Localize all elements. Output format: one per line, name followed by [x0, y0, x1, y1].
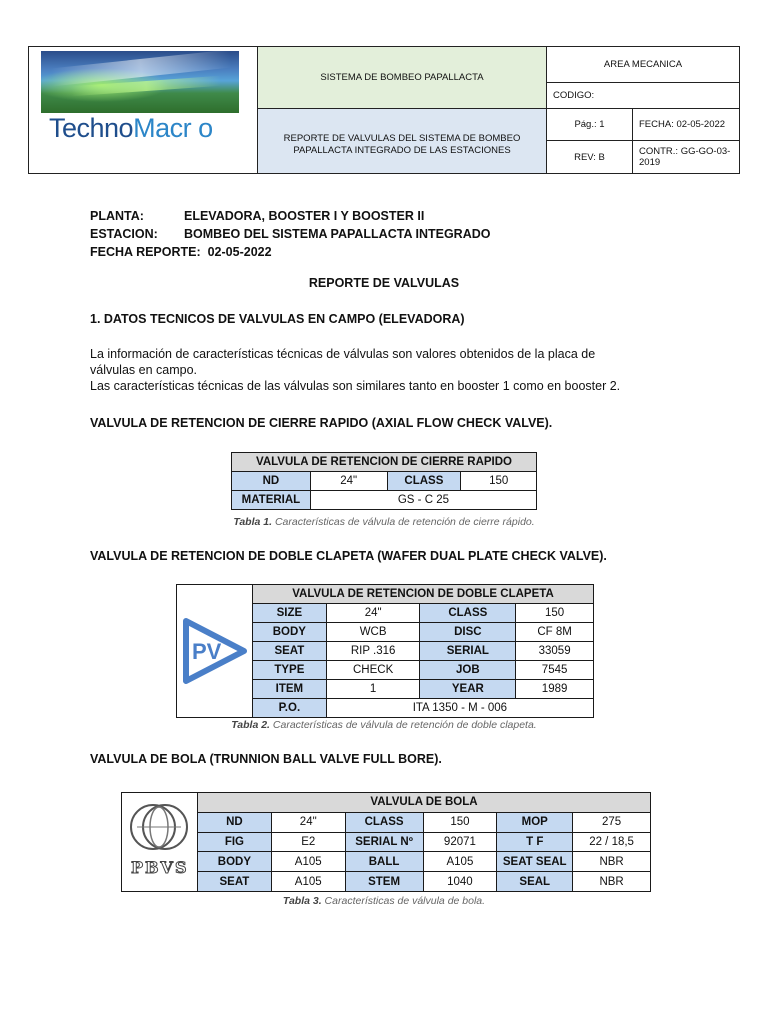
table-value: CF 8M [516, 623, 594, 642]
table-label: JOB [420, 661, 516, 680]
table-value: 1040 [423, 872, 497, 892]
table-value: 24" [310, 472, 387, 491]
report-meta [90, 207, 490, 261]
valve1-table [231, 452, 537, 510]
planta-value: ELEVADORA, BOOSTER I Y BOOSTER II [184, 209, 425, 223]
table-label: ND [197, 812, 271, 832]
table-value: 7545 [516, 661, 594, 680]
table-value: NBR [573, 872, 651, 892]
table-value: WCB [326, 623, 420, 642]
valve3-table [121, 792, 651, 892]
report-name: REPORTE DE VALVULAS DEL SISTEMA DE BOMBEO PAPALLACTA INTEGRADO DE LAS ESTACIONES [258, 109, 547, 173]
table-title: VALVULA DE BOLA [197, 793, 650, 813]
table-label: BODY [252, 623, 326, 642]
header-date: FECHA: 02-05-2022 [633, 109, 739, 141]
table-label: SEAL [497, 872, 573, 892]
table-label: SERIAL [420, 642, 516, 661]
table-value: 1989 [516, 680, 594, 699]
table-label: SEAT [252, 642, 326, 661]
table-label: CLASS [420, 604, 516, 623]
pbvs-logo-icon [123, 793, 195, 885]
table3-caption: Tabla 3. Características de válvula de bola. [282, 895, 486, 907]
fecha-value: 02-05-2022 [207, 245, 272, 259]
pv-logo-icon [178, 593, 250, 703]
valve2-table [176, 584, 594, 718]
valve3-heading: VALVULA DE BOLA (TRUNNION BALL VALVE FULL BORE). [90, 752, 442, 766]
system-name: SISTEMA DE BOMBEO PAPALLACTA [258, 47, 547, 109]
table-label: DISC [420, 623, 516, 642]
technomacro-logo: TechnoMacr o [49, 113, 213, 143]
table-value: 22 / 18,5 [573, 832, 651, 852]
pv-logo-cell [177, 585, 253, 718]
table-label: SIZE [252, 604, 326, 623]
estacion-label: ESTACION: [90, 227, 158, 241]
table-value: CHECK [326, 661, 420, 680]
table-value: RIP .316 [326, 642, 420, 661]
table-label: SEAT [197, 872, 271, 892]
table-label: BALL [345, 852, 423, 872]
table-label: SEAT SEAL [497, 852, 573, 872]
table-title: VALVULA DE RETENCION DE DOBLE CLAPETA [252, 585, 593, 604]
document-title: REPORTE DE VALVULAS [308, 276, 460, 290]
table-value: 1 [326, 680, 420, 699]
table-value: 33059 [516, 642, 594, 661]
logo-cell [29, 47, 258, 173]
svg-text:PBVS: PBVS [131, 858, 190, 877]
table-value: 150 [461, 472, 537, 491]
table-label: CLASS [387, 472, 461, 491]
intro-paragraph: La información de características técnicas de válvulas son valores obtenidos de la placa de válvulas en campo. Las características técnicas de las válvulas son similares tanto en booster 1 como en booster 2. [90, 347, 621, 393]
table-label: CLASS [345, 812, 423, 832]
table-label: YEAR [420, 680, 516, 699]
table-label: SERIAL Nº [345, 832, 423, 852]
table-label: MOP [497, 812, 573, 832]
table-value: A105 [271, 852, 345, 872]
area-label: AREA MECANICA [547, 47, 739, 83]
table1-caption: Tabla 1. Características de válvula de retención de cierre rápido. [233, 516, 535, 528]
logo-banner-image [41, 51, 239, 113]
planta-label: PLANTA: [90, 209, 144, 223]
table-label: STEM [345, 872, 423, 892]
table-value: A105 [271, 872, 345, 892]
valve1-heading: VALVULA DE RETENCION DE CIERRE RAPIDO (AXIAL FLOW CHECK VALVE). [90, 416, 553, 430]
table-value: GS - C 25 [310, 491, 536, 510]
table-value: 24" [271, 812, 345, 832]
table2-caption: Tabla 2. Características de válvula de retención de doble clapeta. [231, 719, 537, 731]
pbvs-logo-cell [122, 793, 198, 892]
table-value: 92071 [423, 832, 497, 852]
table-value: E2 [271, 832, 345, 852]
fecha-label: FECHA REPORTE: [90, 245, 201, 259]
table-label: TYPE [252, 661, 326, 680]
contract-number: CONTR.: GG-GO-03-2019 [639, 146, 731, 168]
valve2-heading: VALVULA DE RETENCION DE DOBLE CLAPETA (WAFER DUAL PLATE CHECK VALVE). [90, 549, 607, 563]
document-header [28, 46, 740, 174]
section-heading: 1. DATOS TECNICOS DE VALVULAS EN CAMPO (ELEVADORA) [90, 312, 465, 326]
table-title: VALVULA DE RETENCION DE CIERRE RAPIDO [232, 453, 537, 472]
table-label: T F [497, 832, 573, 852]
table-value: 150 [516, 604, 594, 623]
table-value: 150 [423, 812, 497, 832]
table-label: BODY [197, 852, 271, 872]
table-label: ND [232, 472, 311, 491]
svg-text:PV: PV [192, 639, 222, 664]
table-value: A105 [423, 852, 497, 872]
estacion-value: BOMBEO DEL SISTEMA PAPALLACTA INTEGRADO [184, 227, 491, 241]
table-value: 24" [326, 604, 420, 623]
table-label: ITEM [252, 680, 326, 699]
revision: REV: B [547, 141, 633, 173]
table-label: FIG [197, 832, 271, 852]
codigo-label: CODIGO: [547, 83, 739, 109]
table-label: MATERIAL [232, 491, 311, 510]
table-value: 275 [573, 812, 651, 832]
table-label: P.O. [252, 699, 326, 718]
table-value: ITA 1350 - M - 006 [326, 699, 593, 718]
page-number: Pág.: 1 [547, 109, 633, 141]
table-value: NBR [573, 852, 651, 872]
